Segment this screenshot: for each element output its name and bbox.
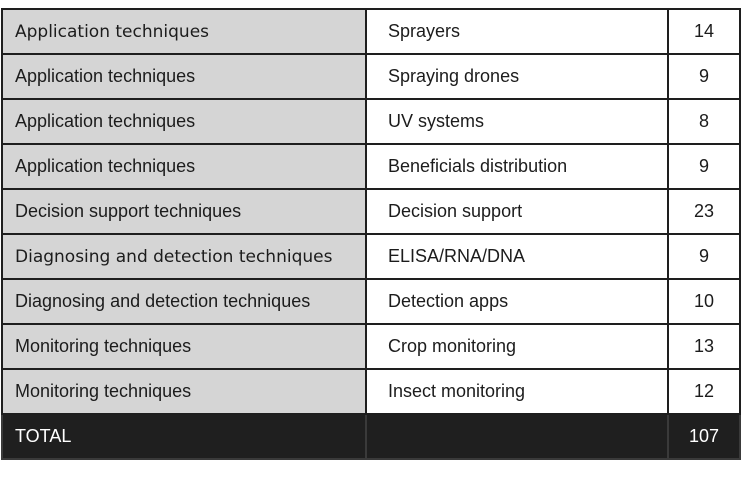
category-cell: Diagnosing and detection techniques — [2, 234, 366, 279]
category-cell: Application techniques — [2, 99, 366, 144]
count-cell: 9 — [668, 144, 740, 189]
category-cell: Monitoring techniques — [2, 369, 366, 414]
count-cell: 12 — [668, 369, 740, 414]
table-row — [2, 99, 740, 144]
technique-cell: Insect monitoring — [366, 369, 668, 414]
table-row — [2, 189, 740, 234]
count-cell: 9 — [668, 234, 740, 279]
table-row — [2, 234, 740, 279]
technique-cell: Crop monitoring — [366, 324, 668, 369]
count-cell: 14 — [668, 9, 740, 54]
count-cell: 9 — [668, 54, 740, 99]
table-row — [2, 9, 740, 54]
category-cell: Application techniques — [2, 144, 366, 189]
count-cell: 13 — [668, 324, 740, 369]
table-row — [2, 369, 740, 414]
total-empty-cell — [366, 414, 668, 459]
category-cell: Diagnosing and detection techniques — [2, 279, 366, 324]
category-cell: Application techniques — [2, 54, 366, 99]
count-cell: 23 — [668, 189, 740, 234]
table-row — [2, 324, 740, 369]
techniques-table-container — [1, 8, 739, 460]
total-row — [2, 414, 740, 459]
techniques-table — [1, 8, 741, 460]
table-row — [2, 279, 740, 324]
technique-cell: ELISA/RNA/DNA — [366, 234, 668, 279]
table-row — [2, 54, 740, 99]
count-cell: 10 — [668, 279, 740, 324]
technique-cell: Decision support — [366, 189, 668, 234]
total-label: TOTAL — [2, 414, 366, 459]
table-row — [2, 144, 740, 189]
technique-cell: UV systems — [366, 99, 668, 144]
total-count: 107 — [668, 414, 740, 459]
category-cell: Decision support techniques — [2, 189, 366, 234]
count-cell: 8 — [668, 99, 740, 144]
technique-cell: Detection apps — [366, 279, 668, 324]
technique-cell: Sprayers — [366, 9, 668, 54]
category-cell: Monitoring techniques — [2, 324, 366, 369]
category-cell: Application techniques — [2, 9, 366, 54]
technique-cell: Beneficials distribution — [366, 144, 668, 189]
technique-cell: Spraying drones — [366, 54, 668, 99]
